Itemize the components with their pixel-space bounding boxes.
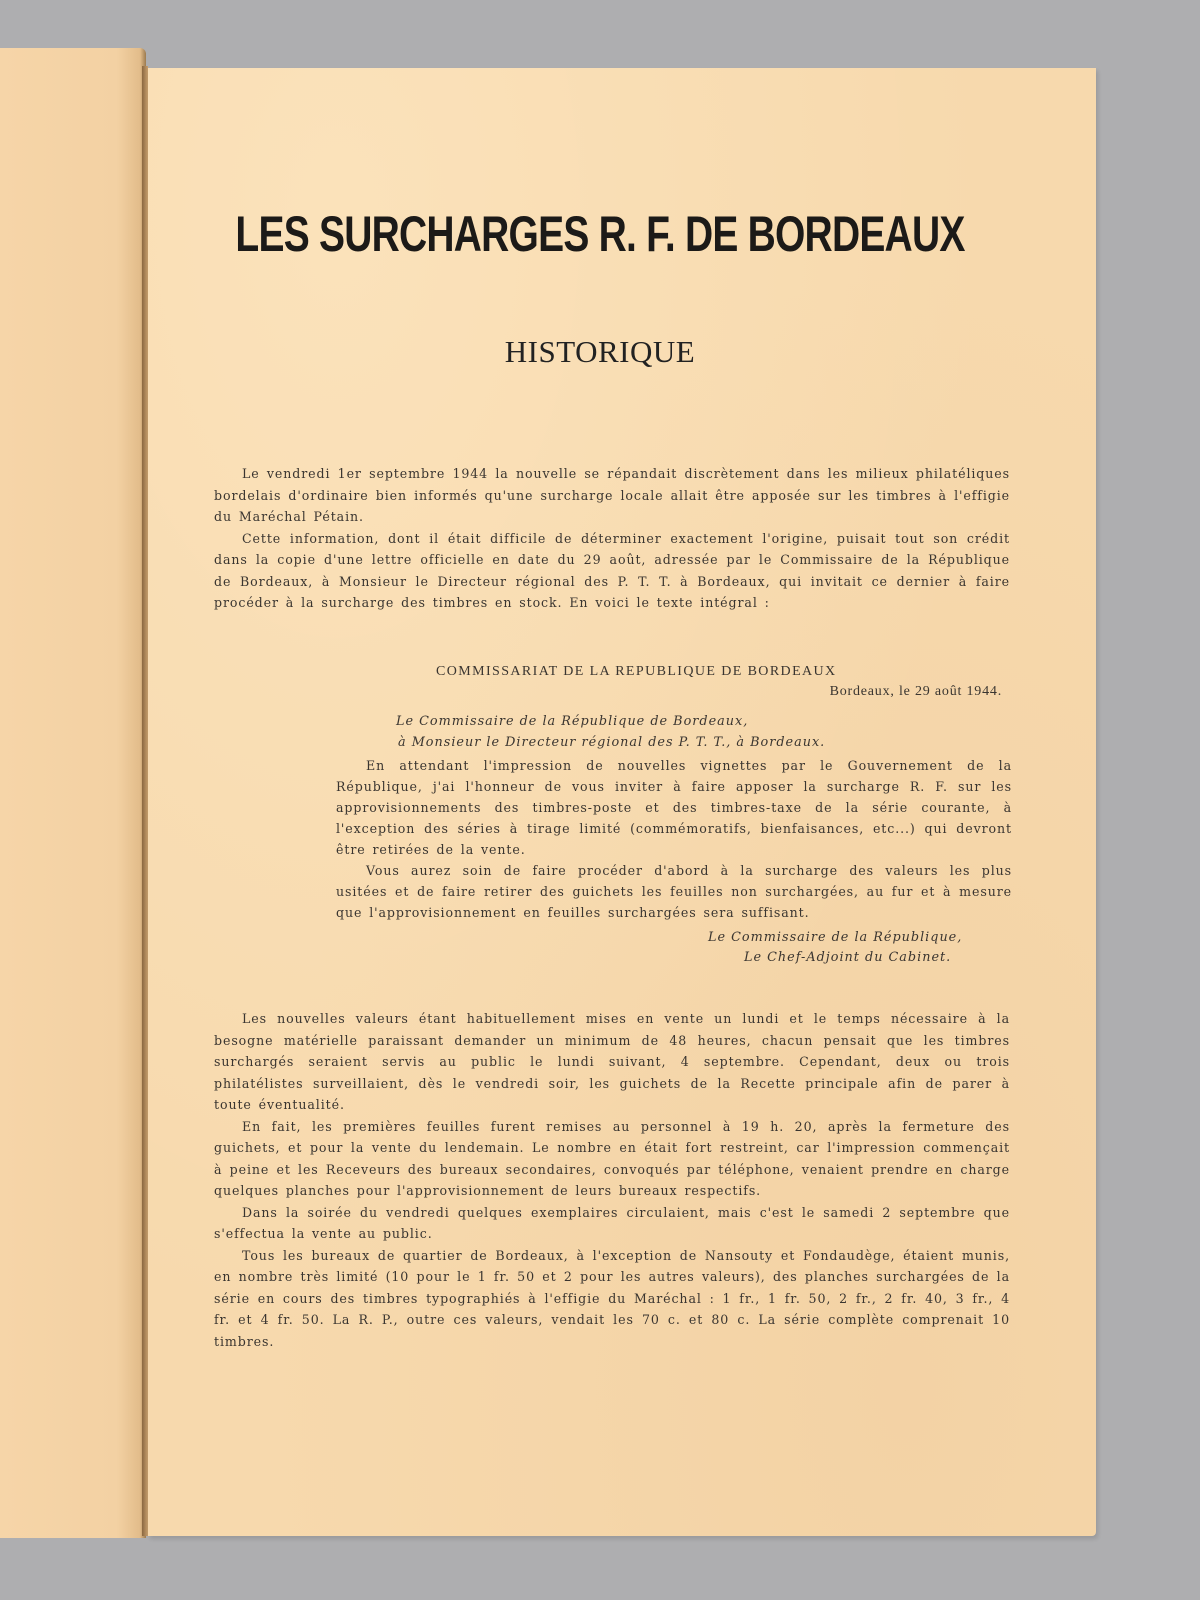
letter-heading: COMMISSARIAT DE LA REPUBLIQUE DE BORDEAUX [436, 664, 837, 679]
signature-line: Le Chef-Adjoint du Cabinet. [744, 950, 952, 965]
letter-paragraph: Vous aurez soin de faire procéder d'abord à la surcharge des valeurs les plus usitées et de faire retirer des guichets les feuilles non surchargées, au fur et à mesure que l'approvisionnement en feuilles surchargées sera suffisant. [336, 863, 1012, 920]
intro-paragraph: Le vendredi 1er septembre 1944 la nouvelle se répandait discrètement dans les milieux philatéliques bordelais d'ordinaire bien informés qu'une surcharge locale allait être apposée sur les timbres à l'effigie du Maréchal Pétain. [214, 466, 1010, 524]
intro-section [214, 463, 1010, 614]
document-title: LES SURCHARGES R. F. DE BORDEAUX [235, 206, 965, 262]
letter-to: à Monsieur le Directeur régional des P. T. T., à Bordeaux. [398, 735, 826, 750]
letter-address [396, 711, 825, 753]
letter-signature [708, 928, 962, 968]
signature-line: Le Commissaire de la République, [708, 930, 963, 945]
letter-paragraph: En attendant l'impression de nouvelles vignettes par le Gouvernement de la République, j'ai l'honneur de vous inviter à faire apposer la surcharge R. F. sur les approvisionnements des timbres-poste et des timbres-taxe de la série courante, à l'exception des séries à tirage limité (commémoratifs, bienfaisances, etc...) qui devront être retirées de la vente. [336, 758, 1012, 857]
left-page [0, 48, 146, 1538]
letter-date: Bordeaux, le 29 août 1944. [829, 684, 1002, 699]
intro-paragraph: Cette information, dont il était difficile de déterminer exactement l'origine, puisait tout son crédit dans la copie d'une lettre officielle en date du 29 août, adressée par le Commissaire de la République de Bordeaux, à Monsieur le Directeur régional des P. T. T. à Bordeaux, qui invitait ce dernier à faire procéder à la surcharge des timbres en stock. En voici le texte intégral : [214, 530, 1010, 610]
main-paragraph: Les nouvelles valeurs étant habituellement mises en vente un lundi et le temps nécessaire à la besogne matérielle paraissant demander un minimum de 48 heures, chacun pensait que les timbres surchargés seraient servis au public le lundi suivant, 4 septembre. Cependant, deux ou trois philatélistes surveillaient, dès le vendredi soir, les guichets de la Recette principale afin de parer à toute éventualité. [214, 1011, 1010, 1112]
main-paragraph: En fait, les premières feuilles furent remises au personnel à 19 h. 20, après la fermeture des guichets, et pour la vente du lendemain. Le nombre en était fort restreint, car l'impression commençait à peine et les Receveurs des bureaux secondaires, convoqués par téléphone, venaient prendre en charge quelques planches pour l'approvisionnement de leurs bureaux respectifs. [214, 1118, 1010, 1198]
main-paragraph: Tous les bureaux de quartier de Bordeaux, à l'exception de Nansouty et Fondaudège, étaient munis, en nombre très limité (10 pour le 1 fr. 50 et 2 pour les autres valeurs), des planches surchargées de la série en cours des timbres typographiés à l'effigie du Maréchal : 1 fr., 1 fr. 50, 2 fr., 2 fr. 40, 3 fr., 4 fr. et 4 fr. 50. La R. P., outre ces valeurs, vendait les 70 c. et 80 c. La série complète comprenait 10 timbres. [214, 1247, 1010, 1349]
letter-from: Le Commissaire de la République de Bordeaux, [396, 714, 749, 729]
main-paragraph: Dans la soirée du vendredi quelques exemplaires circulaient, mais c'est le samedi 2 septembre que s'effectua la vente au public. [214, 1204, 1010, 1241]
letter-body [336, 755, 1012, 923]
document-subtitle: HISTORIQUE [504, 334, 696, 369]
main-section [214, 1008, 1010, 1352]
